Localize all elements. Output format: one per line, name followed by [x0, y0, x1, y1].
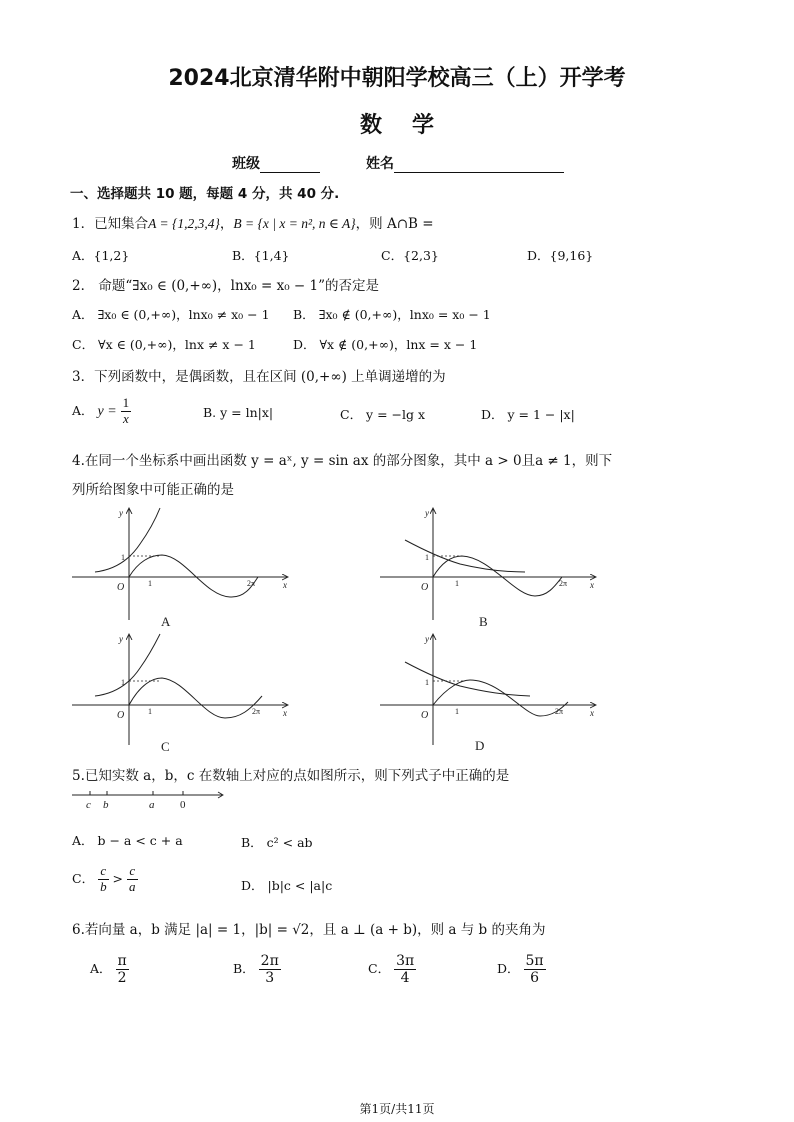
graph-d-twopi: 2π	[555, 707, 564, 716]
q2-option-a[interactable]: A． ∃x₀ ∈ (0,+∞)，lnx₀ ≠ x₀ − 1	[72, 307, 270, 322]
graph-a-label: A	[161, 614, 171, 629]
q6-option-c[interactable]	[368, 953, 416, 986]
q3-option-a-fraction	[121, 396, 132, 427]
class-field	[232, 153, 320, 173]
fraction-numerator: c	[98, 864, 109, 880]
fraction-denominator: 2	[117, 970, 127, 987]
q5-option-c-op: >	[112, 870, 124, 886]
q3-option-a-lhs: y =	[97, 403, 117, 419]
graph-a-x-label: x	[283, 580, 287, 590]
graph-b[interactable]	[380, 508, 596, 620]
graph-b-x-tick: 1	[455, 579, 459, 588]
graph-d-x-label: x	[590, 708, 594, 718]
fraction-denominator: 3	[265, 970, 275, 987]
name-field	[366, 153, 564, 173]
q1-option-a[interactable]: A．{1,2}	[72, 248, 130, 263]
q5-option-b[interactable]: B． c² < ab	[241, 835, 313, 850]
fraction-denominator: 4	[400, 970, 410, 987]
section-heading: 一、选择题共 10 题，每题 4 分，共 40 分.	[70, 186, 340, 202]
question-6: 6.若向量 a，b 满足 |a| = 1，|b| = √2，且 a ⊥ (a + b)，则 a 与 b 的夹角为	[72, 922, 546, 938]
graph-c-origin: O	[117, 710, 125, 721]
page-number: 第1页/共11页	[359, 1102, 435, 1116]
graph-a-y-tick: 1	[121, 553, 125, 562]
q2-option-c[interactable]: C． ∀x ∈ (0,+∞)，lnx ≠ x − 1	[72, 337, 256, 352]
graph-d-label: D	[475, 738, 485, 753]
q6-option-d-frac	[524, 953, 546, 986]
q5-option-c[interactable]	[72, 864, 138, 895]
fraction-denominator: b	[100, 878, 107, 894]
q6-option-c-label: C．	[368, 961, 391, 977]
graph-a[interactable]	[72, 508, 288, 620]
q2-option-d[interactable]: D． ∀x ∉ (0,+∞)，lnx = x − 1	[293, 337, 478, 352]
q6-option-b-frac	[259, 953, 281, 986]
question-2: 2． 命题“∃x₀ ∈ (0,+∞)，lnx₀ = x₀ − 1”的否定是	[72, 278, 380, 294]
q5-option-d[interactable]: D． |b|c < |a|c	[241, 878, 333, 893]
label-zero: 0	[180, 799, 186, 811]
graph-a-twopi: 2π	[247, 579, 256, 588]
question-4-line-2: 列所给图象中可能正确的是	[72, 482, 234, 498]
fraction-numerator: 5π	[525, 953, 544, 969]
graph-b-y-tick: 1	[425, 553, 429, 562]
fraction-numerator: π	[117, 953, 127, 969]
q1-set-b: B = {x | x = n², n ∈ A}	[233, 216, 356, 231]
question-3: 3．下列函数中，是偶函数，且在区间 (0,+∞) 上单调递增的为	[72, 369, 446, 385]
graph-a-y-label: y	[119, 508, 123, 518]
graph-c-y-label: y	[119, 634, 123, 644]
fraction-numerator: 3π	[396, 953, 415, 969]
q1-suffix: ，则 A∩B =	[355, 216, 434, 232]
graph-a-origin: O	[117, 582, 125, 593]
q5-option-c-frac2	[127, 864, 138, 895]
page-title: 2024北京清华附中朝阳学校高三（上）开学考	[168, 66, 626, 91]
graph-c-x-tick: 1	[148, 707, 152, 716]
fraction-denominator: a	[129, 878, 136, 894]
name-label: 姓名	[366, 156, 394, 172]
q6-option-a-frac	[116, 953, 129, 986]
q6-option-d-label: D．	[497, 961, 520, 977]
graph-c[interactable]	[72, 634, 288, 745]
fraction-numerator: 2π	[260, 953, 279, 969]
graph-c-twopi: 2π	[252, 707, 261, 716]
q1-option-c[interactable]: C．{2,3}	[381, 248, 439, 263]
graph-c-label: C	[161, 739, 170, 754]
q6-option-b-label: B．	[233, 961, 255, 977]
q6-option-d[interactable]	[497, 953, 546, 986]
graph-b-x-label: x	[590, 580, 594, 590]
q2-option-b[interactable]: B． ∃x₀ ∉ (0,+∞)，lnx₀ = x₀ − 1	[293, 307, 491, 322]
fraction-numerator: 1	[122, 395, 130, 410]
q3-option-c[interactable]: C． y = −lg x	[340, 407, 426, 422]
graph-b-origin: O	[421, 582, 429, 593]
fraction-denominator: x	[123, 410, 129, 426]
q3-option-a-label: A．	[72, 402, 94, 418]
graph-c-x-label: x	[283, 708, 287, 718]
graph-d-y-label: y	[425, 634, 429, 644]
fraction-numerator: c	[127, 864, 138, 880]
graph-d-x-tick: 1	[455, 707, 459, 716]
graph-c-y-tick: 1	[121, 678, 125, 687]
question-4-line-1: 4.在同一个坐标系中画出函数 y = aˣ, y = sin ax 的部分图象，其中 a > 0且a ≠ 1，则下	[72, 453, 613, 469]
question-5: 5.已知实数 a，b，c 在数轴上对应的点如图所示，则下列式子中正确的是	[72, 768, 510, 784]
graph-d-origin: O	[421, 710, 429, 721]
q5-option-c-label: C．	[72, 870, 95, 886]
q4-graphs	[0, 500, 794, 760]
q3-option-b[interactable]: B. y = ln|x|	[203, 405, 274, 420]
graph-b-label: B	[479, 614, 488, 629]
name-blank[interactable]	[394, 158, 564, 173]
graph-b-twopi: 2π	[559, 579, 568, 588]
q3-option-d[interactable]: D． y = 1 − |x|	[481, 407, 575, 422]
q1-option-d[interactable]: D．{9,16}	[527, 248, 594, 263]
q1-set-a: A = {1,2,3,4}	[148, 216, 220, 231]
label-c: c	[86, 799, 91, 811]
class-blank[interactable]	[260, 158, 320, 173]
graph-a-x-tick: 1	[148, 579, 152, 588]
graph-d-y-tick: 1	[425, 678, 429, 687]
graph-d[interactable]	[380, 634, 596, 745]
q5-number-line	[70, 786, 230, 812]
q5-option-c-frac1	[98, 864, 109, 895]
subject-title: 数学	[359, 112, 464, 138]
q6-option-a[interactable]	[90, 953, 129, 986]
label-b: b	[103, 799, 109, 811]
question-1	[72, 212, 434, 232]
q1-sep: ，	[219, 216, 234, 232]
q1-option-b[interactable]: B．{1,4}	[232, 248, 290, 263]
q5-option-a[interactable]: A． b − a < c + a	[72, 833, 183, 848]
q6-option-a-label: A．	[90, 961, 112, 977]
q6-option-c-frac	[394, 953, 416, 986]
class-label: 班级	[232, 156, 260, 172]
label-a: a	[149, 799, 155, 811]
q3-option-a[interactable]	[72, 396, 131, 427]
graph-b-y-label: y	[425, 508, 429, 518]
q6-option-b[interactable]	[233, 953, 281, 986]
fraction-denominator: 6	[530, 970, 540, 987]
q1-prefix: 1．已知集合	[72, 216, 149, 232]
